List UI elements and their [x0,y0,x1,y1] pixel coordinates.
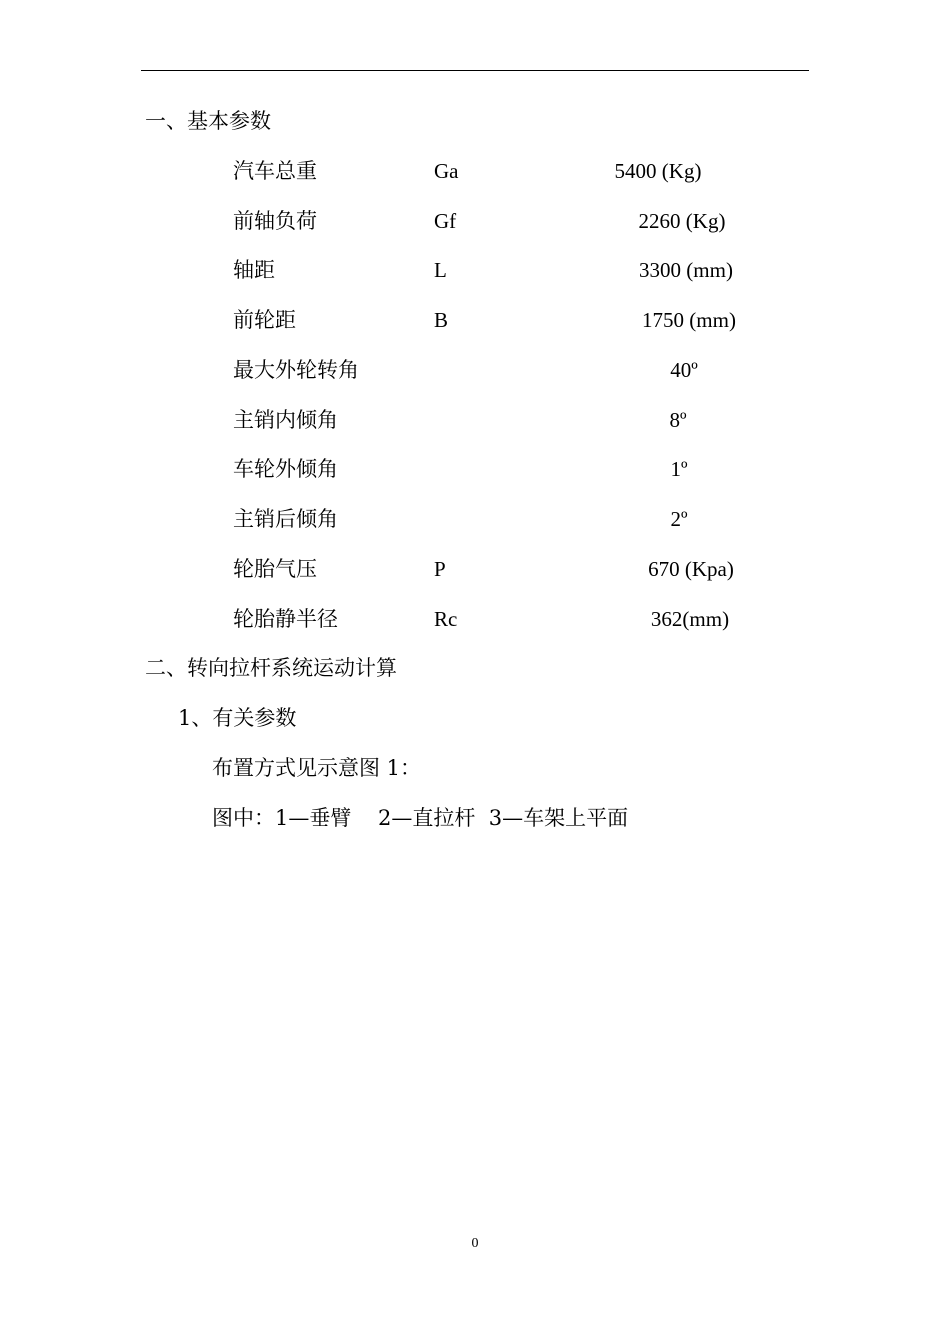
param-name: 主销内倾角 [233,408,338,432]
param-row [0,358,950,382]
param-name: 汽车总重 [233,159,317,183]
param-name: 车轮外倾角 [233,457,338,481]
param-value: 670 (Kpa) [648,557,734,581]
param-row [0,607,950,631]
param-row [0,209,950,233]
subsection-heading: 1、有关参数 [178,706,297,730]
layout-description: 布置方式见示意图 1： [212,756,422,780]
param-name: 主销后倾角 [233,507,338,531]
param-value: 1750 (mm) [642,308,736,332]
param-row [0,457,950,481]
param-value: 5400 (Kg) [614,159,702,183]
param-value: 1º [670,457,688,481]
param-name: 前轮距 [233,308,296,332]
param-name: 轮胎静半径 [233,607,338,631]
page-number: 0 [471,1236,479,1251]
figure-legend: 图中：1—垂臂 2—直拉杆 3—车架上平面 [212,806,629,830]
param-symbol: Rc [434,607,458,631]
param-row [0,408,950,432]
section-1-heading: 一、基本参数 [145,109,271,133]
param-row [0,159,950,183]
param-value: 40º [670,358,698,382]
param-symbol: B [434,308,449,332]
param-value: 2º [670,507,688,531]
param-symbol: L [434,258,447,282]
section-2-heading: 二、转向拉杆系统运动计算 [145,656,397,680]
param-value: 362(mm) [650,607,730,631]
param-value: 8º [669,408,687,432]
param-name: 最大外轮转角 [233,358,359,382]
param-row [0,258,950,282]
param-name: 前轴负荷 [233,209,317,233]
param-value: 2260 (Kg) [638,209,726,233]
param-name: 轴距 [233,258,275,282]
param-row [0,557,950,581]
param-symbol: P [434,557,446,581]
param-row [0,308,950,332]
param-value: 3300 (mm) [639,258,733,282]
param-symbol: Ga [434,159,459,183]
param-row [0,507,950,531]
header-rule [141,70,809,71]
param-symbol: Gf [434,209,457,233]
param-name: 轮胎气压 [233,557,317,581]
